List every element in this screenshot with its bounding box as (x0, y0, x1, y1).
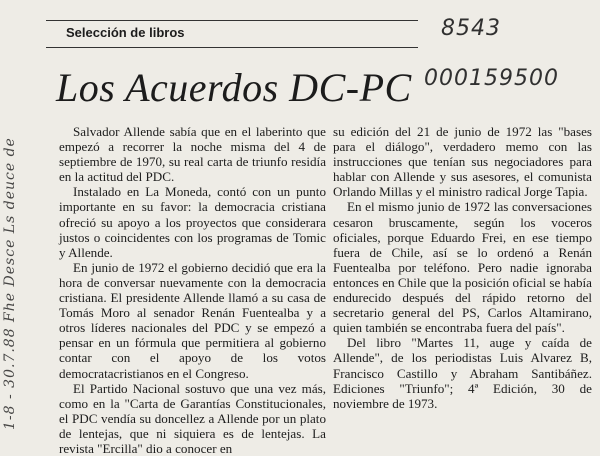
section-label: Selección de libros (66, 25, 185, 40)
paragraph: su edición del 21 de junio de 1972 las "bases para el diálogo", verdadero memo con las instrucciones que tenían sus negociadores para hablar con Allende y sus asesores, el comunista Orlando Millas y el ministro radical Jorge Tapia. (333, 124, 592, 200)
paragraph: En junio de 1972 el gobierno decidió que era la hora de conversar nuevamente con la democracia cristiana. El presidente Allende llamó a su casa de Tomás Moro al senador Renán Fuentealba y a otros líderes nacionales del PDC y se empezó a pensar en un fórmula que permitiera al gobierno contar con el apoyo de los votos democratacristianos en el Congreso. (59, 259, 326, 381)
section-header (46, 20, 418, 48)
article-headline: Los Acuerdos DC-PC (56, 65, 412, 110)
paragraph: El Partido Nacional sostuvo que una vez más, como en la "Carta de Garantías Constitucionales, el PDC vendía su doncellez a Allende por un plato de lentejas, que ni siquiera es de lentejas. La revista "Ercilla" dio a conocer en (59, 380, 326, 456)
handwritten-catalog-number: 8543 (441, 16, 501, 41)
paragraph: Salvador Allende sabía que en el laberinto que empezó a recorrer la noche misma del 4 de septiembre de 1970, su real carta de triunfo residía en la actitud del PDC. (59, 124, 326, 185)
paragraph: Del libro "Martes 11, auge y caída de Allende", de los periodistas Luis Alvarez B, Francisco Castillo y Abraham Santibáñez. Ediciones "Triunfo"; 4ª Edición, 30 de noviembre de 1973. (333, 335, 592, 411)
article-column-right (333, 124, 592, 411)
handwritten-document-id: 000159500 (424, 66, 559, 91)
paragraph: En el mismo junio de 1972 las conversaciones cesaron bruscamente, según los voceros oficiales, porque Eduardo Frei, en ese tiempo fuera de Chile, así se lo ordenó a Renán Fuentealba por teléfono. Pero nadie ignoraba entonces en Chile que la posición oficial se había endurecido después del rápido retorno del secretario general del PS, Carlos Altamirano, quien también se encontraba fuera del país". (333, 199, 592, 336)
article-column-left (59, 124, 326, 456)
handwritten-margin-note: 1-8 - 30.7.88 Fhe Desce Ls deuce de (2, 137, 18, 430)
paragraph: Instalado en La Moneda, contó con un punto importante en su favor: la democracia cristiana ofreció su apoyo a los proyectos que considerara justos o coincidentes con los programas de Tomic y Allende. (59, 184, 326, 260)
